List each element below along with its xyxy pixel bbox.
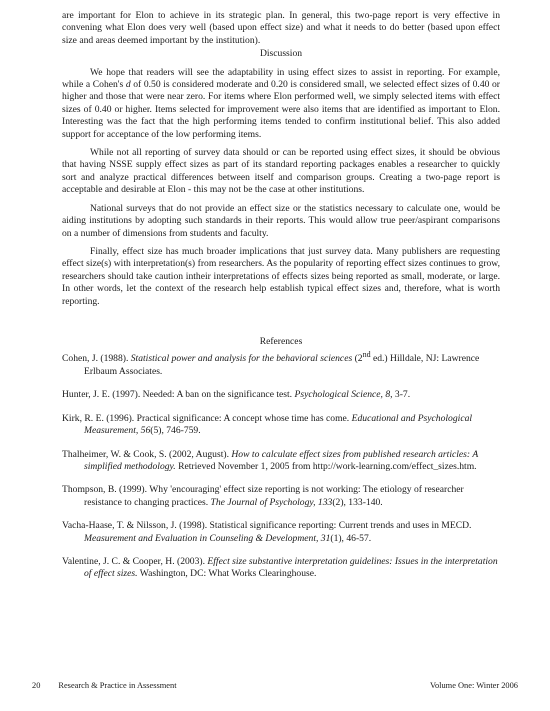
footer-left	[32, 681, 195, 690]
page-footer	[32, 681, 518, 690]
article-body	[62, 10, 500, 592]
ref-text: Valentine, J. C. & Cooper, H. (2003).	[62, 556, 208, 567]
ref-text: (1), 46-57.	[330, 532, 372, 544]
ref-text: Hunter, J. E. (1997). Needed: A ban on the significance test.	[62, 389, 295, 401]
ref-journal: Educational and Psychological Measurement, 56	[84, 412, 473, 437]
paragraph-finally: Finally, effect size has much broader implications that just survey data. Many publishers are requesting effect size(s) with interpretation(s) from researchers. As the popularity of reporting effect sizes continues to grow, researchers should take caution intheir interpretations of effects sizes being reported as small, moderate, or large. In other words, let the context of the research help establish typical effect sizes and, therefore, what is worth reporting.	[62, 245, 500, 307]
text-run: of 0.50 is considered moderate and 0.20 is considered small, we selected effect sizes of 0.40 or higher and those that were near zero. For items where Elon performed well, we simply selected items with effect sizes of 0.40 or higher. Items selected for improvement were also items that are identified as important to Elon. Interesting was the fact that the high performing items tended to confirm institutional belief. This also added support for acceptance of the low performing items.	[62, 79, 501, 140]
ref-text: ed.) Hilldale, NJ: Lawrence Erlbaum Associates.	[84, 353, 480, 377]
ref-text: Kirk, R. E. (1996). Practical significance: A concept whose time has come.	[62, 412, 352, 424]
discussion-heading: Discussion	[259, 48, 303, 60]
ref-journal: The Journal of Psychology, 133	[210, 496, 333, 508]
issue-label: Volume One: Winter 2006	[430, 681, 518, 690]
ref-text: Thalheimer, W. & Cook, S. (2002, August).	[62, 448, 232, 460]
reference-thalheimer	[62, 449, 500, 474]
cohens-d-symbol: d	[125, 79, 131, 91]
ref-text: (2), 133-140.	[332, 496, 383, 508]
ref-superscript: nd	[362, 350, 371, 360]
ref-text: Retrieved November 1, 2005 from http://work-learning.com/effect_sizes.htm.	[175, 460, 477, 472]
text-run: We hope that readers will see the adaptability in using effect sizes to assist in reporting. For example, while a Cohen's	[62, 66, 500, 91]
ref-title: Effect size substantive interpretation guidelines: Issues in the interpretation of effect sizes.	[84, 556, 498, 580]
reference-hunter	[62, 389, 500, 401]
ref-text: (5), 746-759.	[150, 425, 201, 437]
reference-thompson	[62, 484, 500, 509]
paragraph-intro: are important for Elon to achieve in its strategic plan. In general, this two-page report is very effective in convening what Elon does very well (based upon effect size) and what it needs to do better (based upon effect size and areas deemed important by the institution).	[62, 10, 500, 46]
reference-kirk	[62, 413, 500, 438]
ref-text: Vacha-Haase, T. & Nilsson, J. (1998). Statistical significance reporting: Current trends and uses in MECD.	[62, 520, 472, 532]
ref-text: , 3-7.	[390, 389, 411, 401]
ref-text: Cohen, J. (1988).	[62, 353, 131, 365]
ref-journal: Psychological Science, 8	[294, 389, 391, 401]
paragraph-national-surveys: National surveys that do not provide an effect size or the statistics necessary to calculate one, would be aiding institutions by adopting such standards in their reports. This would allow true peer/aspirant comparisons on a number of dimensions from students and faculty.	[62, 202, 500, 239]
paragraph-adaptability	[62, 67, 500, 141]
ref-journal: Measurement and Evaluation in Counseling & Development, 31	[84, 532, 331, 544]
journal-name: Research & Practice in Assessment	[58, 681, 177, 690]
paragraph-nsse: While not all reporting of survey data should or can be reported using effect sizes, it should be obvious that having NSSE supply effect sizes as part of its standard reporting packages enables a researcher to quickly sort and analyze practical differences between itself and comparison groups. Creating a two-page report is acceptable and desirable at Elon - this may not be the case at other institutions.	[62, 147, 500, 196]
reference-valentine	[62, 556, 500, 581]
reference-vacha-haase	[62, 520, 500, 545]
page-number: 20	[32, 681, 41, 690]
ref-title: Statistical power and analysis for the behavioral sciences	[130, 353, 353, 365]
ref-text: Washington, DC: What Works Clearinghouse.	[137, 568, 317, 580]
ref-text: Thompson, B. (1999). Why 'encouraging' effect size reporting is not working: The etiology of researcher resistance to changing practices.	[62, 484, 464, 508]
reference-cohen	[62, 349, 500, 378]
references-heading: References	[259, 335, 303, 347]
ref-title: How to calculate effect sizes from published research articles: A simplified methodology.	[84, 448, 479, 472]
ref-text: (2	[352, 353, 363, 365]
